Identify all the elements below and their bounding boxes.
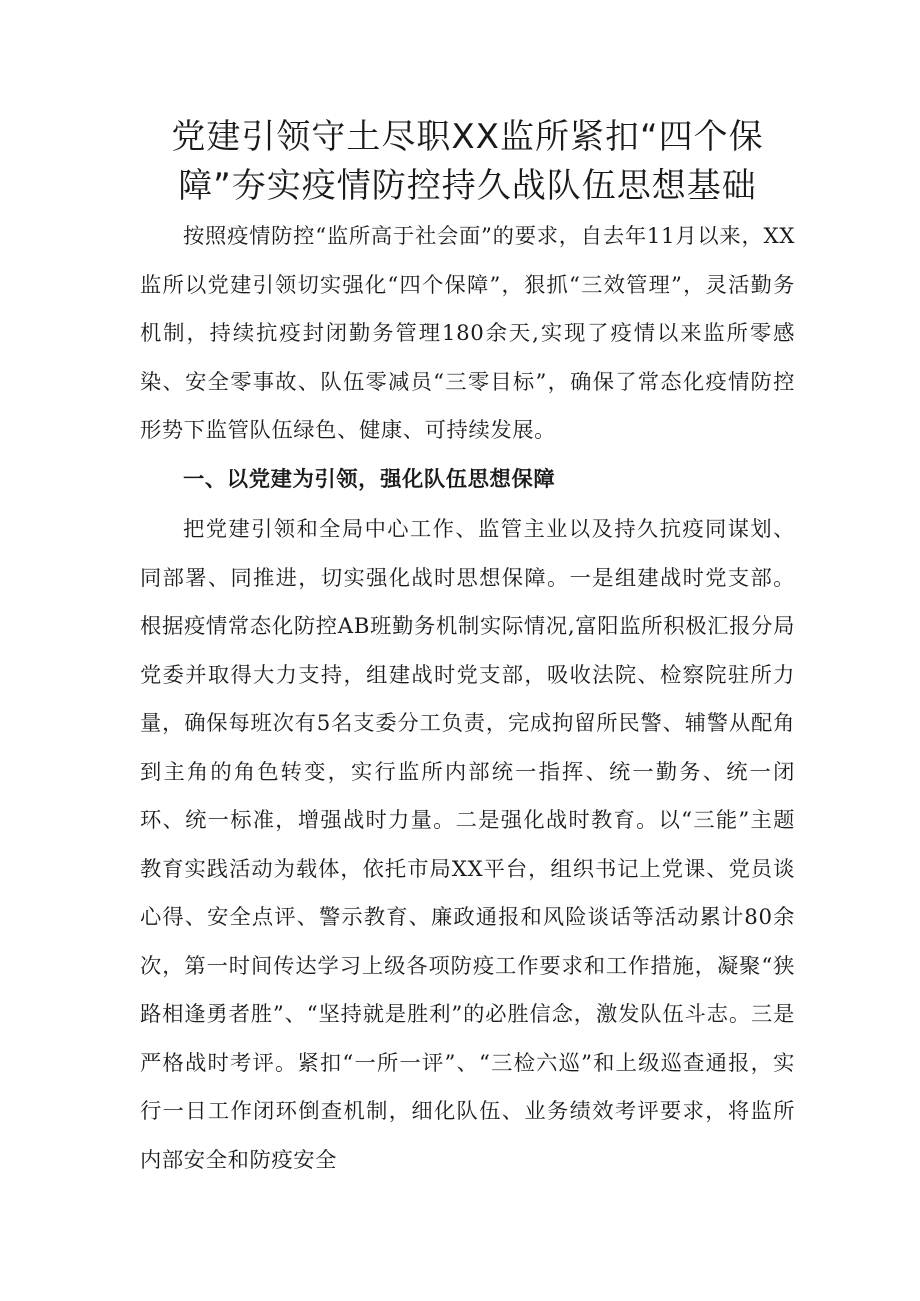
- intro-paragraph: 按照疫情防控“监所高于社会面”的要求，自去年11月以来，XX监所以党建引领切实强化“四个保障”，狠抓“三效管理”，灵活勤务机制，持续抗疫封闭勤务管理180余天,实现了疫情以来监所零感染、安全零事故、队伍零减员“三零目标”，确保了常态化疫情防控形势下监管队伍绿色、健康、可持续发展。: [140, 224, 795, 443]
- document-page: [140, 0, 795, 1185]
- section-heading: 一、以党建为引领，强化队伍思想保障: [183, 466, 556, 492]
- section-body-paragraph: 把党建引领和全局中心工作、监管主业以及持久抗疫同谋划、同部署、同推进，切实强化战时思想保障。一是组建战时党支部。根据疫情常态化防控AB班勤务机制实际情况,富阳监所积极汇报分局党委并取得大力支持，组建战时党支部，吸收法院、检察院驻所力量，确保每班次有5名支委分工负责，完成拘留所民警、辅警从配角到主角的角色转变，实行监所内部统一指挥、统一勤务、统一闭环、统一标准，增强战时力量。二是强化战时教育。以“三能”主题教育实践活动为载体，依托市局XX平台，组织书记上党课、党员谈心得、安全点评、警示教育、廉政通报和风险谈话等活动累计80余次，第一时间传达学习上级各项防疫工作要求和工作措施，凝聚“狭路相逢勇者胜”、“坚持就是胜利”的必胜信念，激发队伍斗志。三是严格战时考评。紧扣“一所一评”、“三检六巡”和上级巡查通报，实行一日工作闭环倒查机制，细化队伍、业务绩效考评要求，将监所内部安全和防疫安全: [140, 517, 795, 1173]
- document-title: [140, 0, 795, 211]
- title-line-1: 党建引领守土尽职XX监所紧扣“四个保: [171, 117, 764, 157]
- title-line-2: 障”夯实疫情防控持久战队伍思想基础: [178, 166, 757, 206]
